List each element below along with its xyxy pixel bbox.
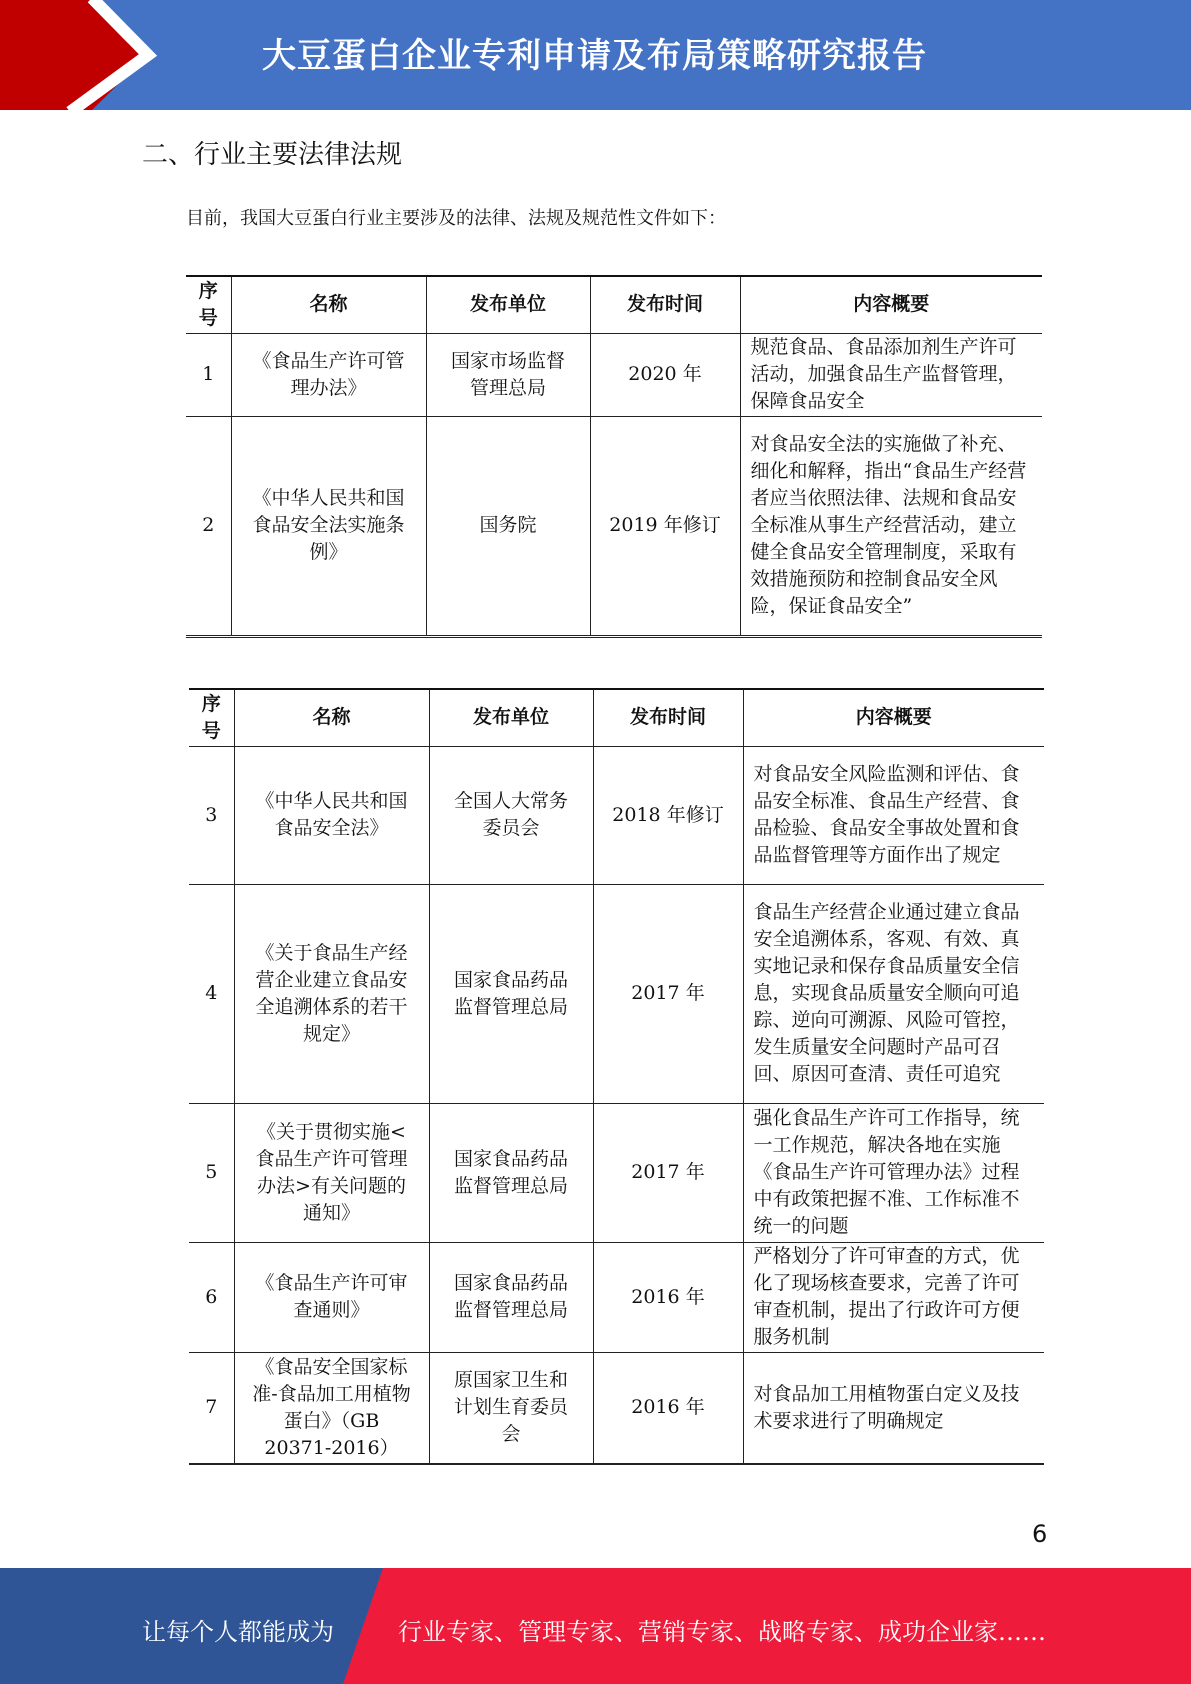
row-name: 《食品生产许可管理办法》: [231, 333, 426, 416]
row-date: 2017 年: [593, 1103, 743, 1242]
column-header-summary: 内容概要: [743, 689, 1044, 746]
footer-slogan-right: 行业专家、管理专家、营销专家、战略专家、成功企业家……: [398, 1618, 1046, 1646]
row-seq: 2: [186, 416, 231, 636]
row-issuer: 国家食品药品监督管理总局: [429, 1103, 593, 1242]
row-seq: 1: [186, 333, 231, 416]
row-date: 2016 年: [593, 1352, 743, 1464]
table-row: [189, 1242, 1044, 1352]
report-title: 大豆蛋白企业专利申请及布局策略研究报告: [262, 36, 927, 76]
row-summary: 对食品安全法的实施做了补充、细化和解释，指出“食品生产经营者应当依照法律、法规和食品安全标准从事生产经营活动，建立健全食品安全管理制度，采取有效措施预防和控制食品安全风险，保证食品安全”: [740, 416, 1042, 636]
row-summary: 对食品加工用植物蛋白定义及技术要求进行了明确规定: [743, 1352, 1044, 1464]
table-row: [189, 1103, 1044, 1242]
table-row: [186, 333, 1042, 416]
column-header-date: 发布时间: [590, 276, 740, 333]
page-number: 6: [1032, 1520, 1048, 1548]
row-date: 2019 年修订: [590, 416, 740, 636]
row-name: 《食品安全国家标准-食品加工用植物蛋白》（GB 20371-2016）: [234, 1352, 429, 1464]
row-seq: 3: [189, 746, 234, 884]
row-issuer: 国家食品药品监督管理总局: [429, 1242, 593, 1352]
row-date: 2016 年: [593, 1242, 743, 1352]
row-name: 《关于食品生产经营企业建立食品安全追溯体系的若干规定》: [234, 884, 429, 1103]
row-summary: 食品生产经营企业通过建立食品安全追溯体系，客观、有效、真实地记录和保存食品质量安全信息，实现食品质量安全顺向可追踪、逆向可溯源、风险可管控，发生质量安全问题时产品可召回、原因可查清、责任可追究: [743, 884, 1044, 1103]
column-header-seq: 序 号: [186, 276, 231, 333]
row-date: 2018 年修订: [593, 746, 743, 884]
table-row: [186, 416, 1042, 636]
row-seq: 4: [189, 884, 234, 1103]
row-summary: 强化食品生产许可工作指导，统一工作规范，解决各地在实施《食品生产许可管理办法》过程中有政策把握不准、工作标准不统一的问题: [743, 1103, 1044, 1242]
row-date: 2020 年: [590, 333, 740, 416]
column-header-date: 发布时间: [593, 689, 743, 746]
row-name: 《食品生产许可审查通则》: [234, 1242, 429, 1352]
column-header-issuer: 发布单位: [426, 276, 590, 333]
table-row: [189, 1352, 1044, 1464]
row-issuer: 原国家卫生和计划生育委员会: [429, 1352, 593, 1464]
row-summary: 严格划分了许可审查的方式，优化了现场核查要求，完善了许可审查机制，提出了行政许可方便服务机制: [743, 1242, 1044, 1352]
row-name: 《关于贯彻实施<食品生产许可管理办法>有关问题的通知》: [234, 1103, 429, 1242]
header-banner: [0, 0, 1191, 110]
footer-slogan-left: 让每个人都能成为: [142, 1618, 334, 1646]
intro-paragraph: 目前，我国大豆蛋白行业主要涉及的法律、法规及规范性文件如下：: [186, 208, 726, 229]
row-seq: 6: [189, 1242, 234, 1352]
row-name: 《中华人民共和国食品安全法》: [234, 746, 429, 884]
row-seq: 5: [189, 1103, 234, 1242]
column-header-summary: 内容概要: [740, 276, 1042, 333]
row-issuer: 国务院: [426, 416, 590, 636]
row-issuer: 国家市场监督管理总局: [426, 333, 590, 416]
regulations-table-1: [186, 275, 1042, 638]
row-summary: 对食品安全风险监测和评估、食品安全标准、食品生产经营、食品检验、食品安全事故处置和食品监督管理等方面作出了规定: [743, 746, 1044, 884]
row-seq: 7: [189, 1352, 234, 1464]
column-header-name: 名称: [234, 689, 429, 746]
column-header-name: 名称: [231, 276, 426, 333]
table-row: [189, 746, 1044, 884]
regulations-table-2: [189, 688, 1044, 1465]
row-name: 《中华人民共和国食品安全法实施条例》: [231, 416, 426, 636]
row-summary: 规范食品、食品添加剂生产许可活动，加强食品生产监督管理，保障食品安全: [740, 333, 1042, 416]
section-heading: 二、行业主要法律法规: [142, 140, 403, 170]
row-date: 2017 年: [593, 884, 743, 1103]
row-issuer: 全国人大常务委员会: [429, 746, 593, 884]
footer-banner: [0, 1568, 1191, 1684]
column-header-seq: 序 号: [189, 689, 234, 746]
table-row: [189, 884, 1044, 1103]
row-issuer: 国家食品药品监督管理总局: [429, 884, 593, 1103]
column-header-issuer: 发布单位: [429, 689, 593, 746]
